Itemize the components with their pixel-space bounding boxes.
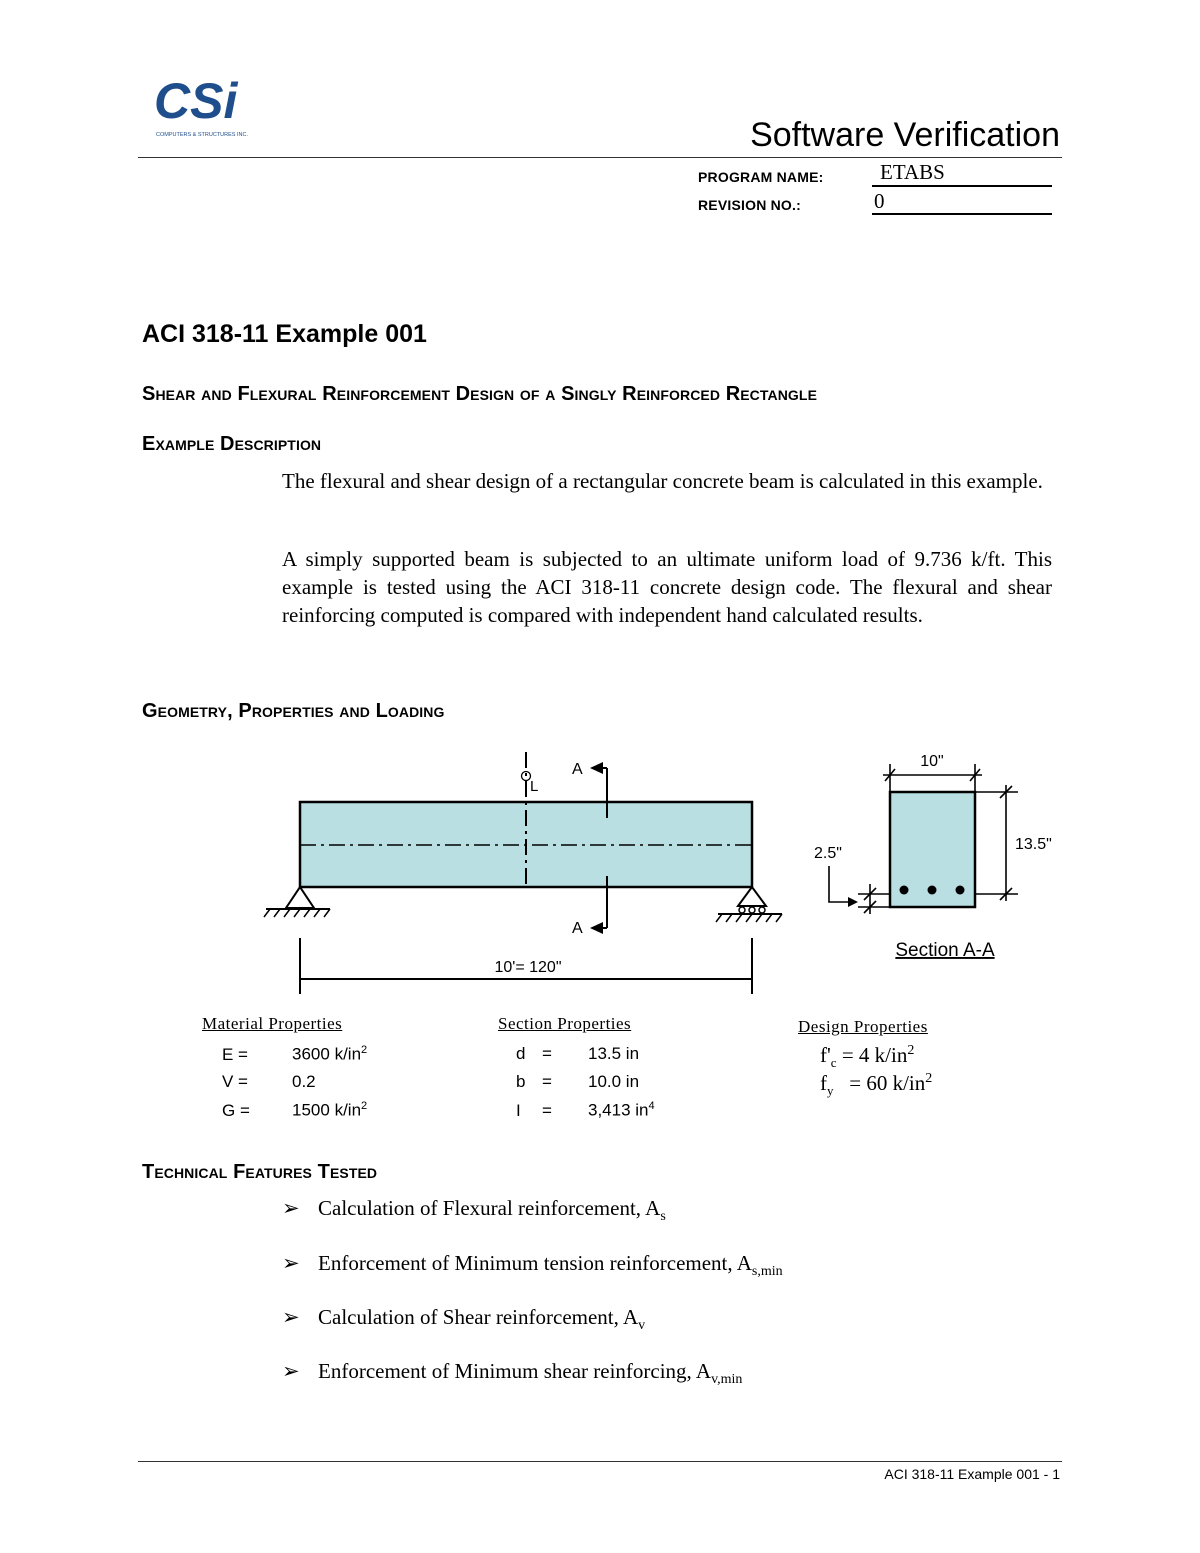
material-properties-title: Material Properties — [202, 1014, 343, 1033]
section-title: Section A-A — [895, 940, 995, 961]
property-symbol: b — [516, 1072, 526, 1091]
property-symbol: I — [516, 1100, 521, 1120]
description-paragraph: The flexural and shear design of a rectangular concrete beam is calculated in this example. — [282, 469, 1043, 493]
geometry-heading: Geometry, Properties and Loading — [142, 700, 445, 722]
footer-divider — [138, 1461, 1062, 1462]
property-unit: k/in — [334, 1100, 362, 1120]
property-value: 1500 — [292, 1100, 330, 1120]
design-property-row — [820, 1043, 914, 1071]
property-exponent: 2 — [361, 1044, 368, 1056]
feature-item — [282, 1305, 645, 1334]
feature-item — [282, 1359, 742, 1388]
material-property-row — [222, 1072, 316, 1092]
bullet-arrow-icon: ➢ — [282, 1305, 300, 1329]
property-unit: k/in — [334, 1044, 362, 1064]
property-symbol: d — [516, 1044, 526, 1063]
property-symbol: f — [820, 1071, 827, 1095]
document-type: Software Verification — [750, 116, 1060, 154]
property-value: 3600 — [292, 1044, 330, 1064]
property-equals: = — [542, 1044, 552, 1063]
section-property-row — [516, 1100, 655, 1121]
feature-subscript: s,min — [751, 1264, 783, 1280]
property-equals: = — [542, 1072, 552, 1091]
property-value: = 60 k/in — [849, 1071, 926, 1095]
features-heading: Technical Features Tested — [142, 1161, 378, 1183]
cross-section — [814, 753, 1052, 961]
bullet-arrow-icon: ➢ — [282, 1251, 300, 1275]
program-name-label: PROGRAM NAME: — [698, 169, 824, 185]
property-equals: = — [542, 1100, 552, 1120]
feature-text: Calculation of Shear reinforcement, A — [318, 1305, 639, 1329]
property-symbol: E = — [222, 1044, 248, 1064]
program-name-value: ETABS — [880, 160, 945, 184]
material-property-row — [222, 1044, 367, 1065]
property-value: 3,413 in — [588, 1100, 649, 1120]
section-cut-arrow-bottom — [590, 922, 603, 934]
revision-number-value: 0 — [874, 189, 885, 213]
property-symbol: G = — [222, 1100, 250, 1120]
rebar-icon — [956, 886, 965, 895]
logo-text: CSi — [154, 73, 238, 129]
material-property-row — [222, 1100, 367, 1121]
example-title: ACI 318-11 Example 001 — [142, 320, 427, 348]
section-width-label: 10" — [920, 753, 944, 770]
property-symbol: f' — [820, 1043, 831, 1067]
logo-tagline: COMPUTERS & STRUCTURES INC. — [156, 132, 248, 138]
property-exponent: 2 — [907, 1043, 915, 1058]
feature-subscript: v,min — [711, 1372, 743, 1388]
feature-item — [282, 1251, 783, 1280]
rebar-icon — [928, 886, 937, 895]
rebar-icon — [900, 886, 909, 895]
property-value: 13.5 in — [588, 1044, 640, 1063]
span-label: 10'= 120" — [494, 959, 562, 976]
feature-item — [282, 1196, 666, 1225]
centerline-symbol — [522, 772, 539, 796]
feature-subscript: v — [638, 1318, 646, 1334]
span-dimension — [300, 938, 752, 994]
property-subscript: y — [827, 1083, 834, 1099]
feature-text: Enforcement of Minimum shear reinforcing, A — [318, 1359, 712, 1383]
section-depth-label: 13.5" — [1015, 836, 1052, 853]
property-value: 10.0 in — [588, 1072, 640, 1091]
design-property-row — [820, 1071, 932, 1099]
feature-text: Calculation of Flexural reinforcement, A — [318, 1196, 661, 1220]
bullet-arrow-icon: ➢ — [282, 1359, 300, 1383]
pin-support — [264, 887, 330, 917]
property-subscript: c — [830, 1055, 837, 1071]
property-exponent: 2 — [361, 1100, 368, 1112]
section-property-row — [516, 1072, 639, 1092]
bullet-arrow-icon: ➢ — [282, 1196, 300, 1220]
section-cut-arrow-top — [590, 762, 603, 774]
property-value: = 4 k/in — [841, 1043, 908, 1067]
property-value: 0.2 — [292, 1072, 316, 1091]
feature-subscript: s — [660, 1209, 666, 1225]
feature-text: Enforcement of Minimum tension reinforcement, A — [318, 1251, 752, 1275]
cover-label: 2.5" — [814, 845, 842, 862]
section-property-row — [516, 1044, 639, 1064]
revision-number-label: REVISION NO.: — [698, 197, 801, 213]
property-symbol: V = — [222, 1072, 248, 1091]
example-subtitle: Shear and Flexural Reinforcement Design of a Singly Reinforced Rectangle — [142, 383, 818, 405]
design-properties-title: Design Properties — [798, 1017, 928, 1036]
section-cut-label-top: A — [572, 761, 583, 778]
description-heading: Example Description — [142, 433, 322, 455]
description-paragraph: A simply supported beam is subjected to an ultimate uniform load of 9.736 k/ft. This example is tested using the ACI 318-11 concrete design code. The flexural and shear reinforcing computed is compared with independent hand calculated results. — [282, 547, 1052, 627]
roller-support — [716, 887, 782, 922]
property-exponent: 4 — [648, 1100, 655, 1112]
section-cut-label-bottom: A — [572, 920, 583, 937]
centerline-label: L — [530, 778, 539, 795]
section-properties-title: Section Properties — [498, 1014, 632, 1033]
page-footer: ACI 318-11 Example 001 - 1 — [884, 1466, 1060, 1482]
property-exponent: 2 — [925, 1071, 933, 1086]
